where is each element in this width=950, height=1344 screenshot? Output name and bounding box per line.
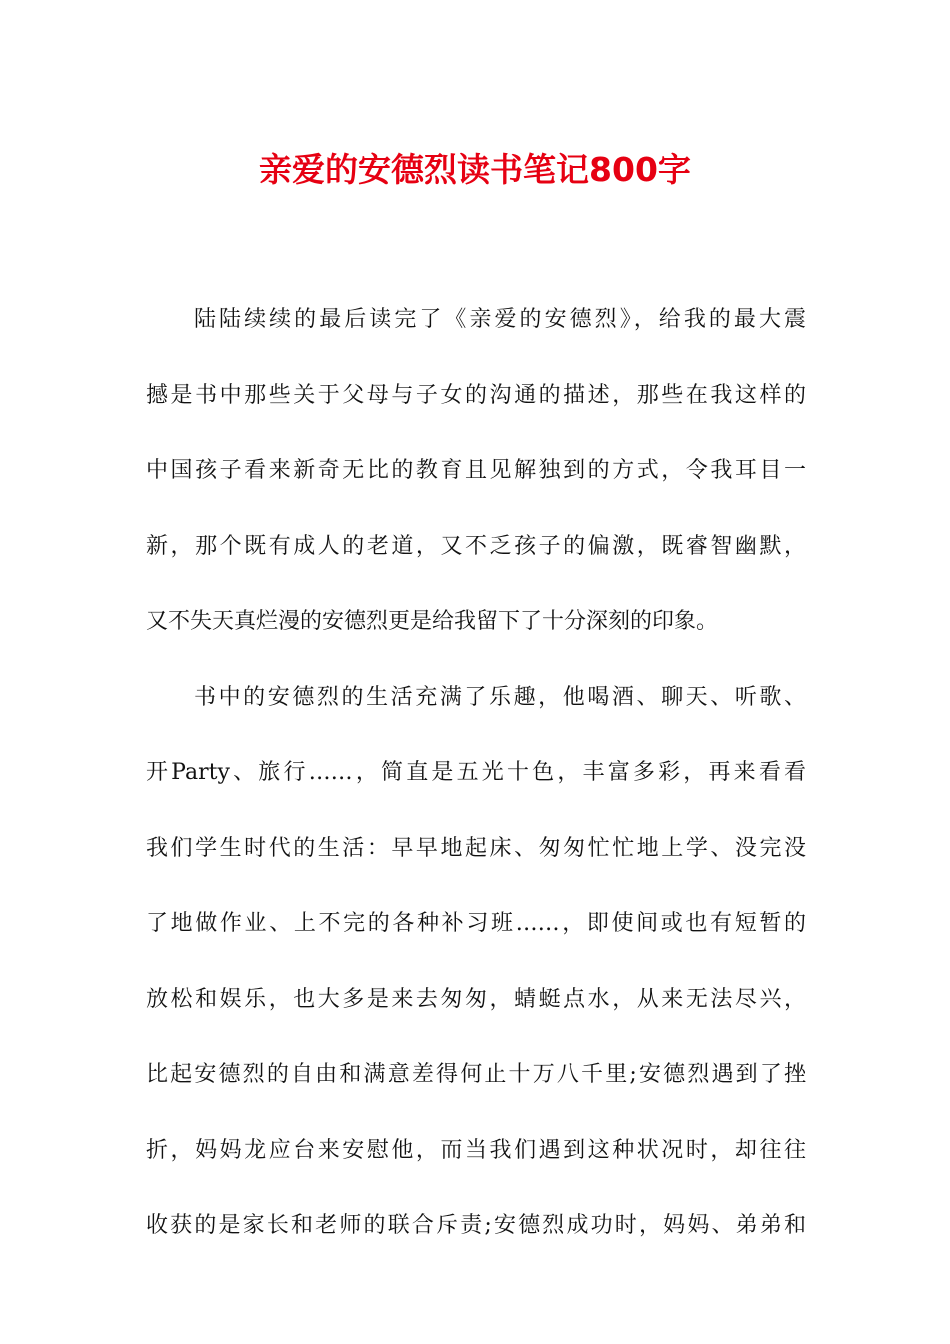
paragraph-line: 了地做作业、上不完的各种补习班……，即使间或也有短暂的	[146, 911, 806, 936]
paragraph-line: 折，妈妈龙应台来安慰他，而当我们遇到这种状况时，却往往	[146, 1137, 806, 1163]
paragraph-line: 书中的安德烈的生活充满了乐趣，他喝酒、聊天、听歌、	[194, 684, 806, 710]
document-title: 亲爱的安德烈读书笔记800字	[259, 150, 691, 189]
paragraph-1	[146, 282, 806, 660]
paragraph-line: 新，那个既有成人的老道，又不乏孩子的偏激，既睿智幽默，	[146, 533, 806, 559]
document-body	[146, 282, 806, 1264]
paragraph-line: 开Party、旅行……，简直是五光十色，丰富多彩，再来看看	[146, 760, 806, 785]
paragraph-line: 撼是书中那些关于父母与子女的沟通的描述，那些在我这样的	[146, 382, 806, 408]
paragraph-line: 放松和娱乐，也大多是来去匆匆，蜻蜓点水，从来无法尽兴，	[146, 986, 806, 1012]
paragraph-2	[146, 660, 806, 1264]
paragraph-line: 收获的是家长和老师的联合斥责;安德烈成功时，妈妈、弟弟和	[146, 1213, 806, 1238]
paragraph-line: 中国孩子看来新奇无比的教育且见解独到的方式，令我耳目一	[146, 458, 806, 483]
paragraph-line: 我们学生时代的生活：早早地起床、匆匆忙忙地上学、没完没	[146, 835, 806, 861]
paragraph-line: 又不失天真烂漫的安德烈更是给我留下了十分深刻的印象。	[146, 609, 719, 634]
paragraph-line: 陆陆续续的最后读完了《亲爱的安德烈》，给我的最大震	[194, 307, 806, 332]
paragraph-line: 比起安德烈的自由和满意差得何止十万八千里;安德烈遇到了挫	[146, 1062, 806, 1087]
